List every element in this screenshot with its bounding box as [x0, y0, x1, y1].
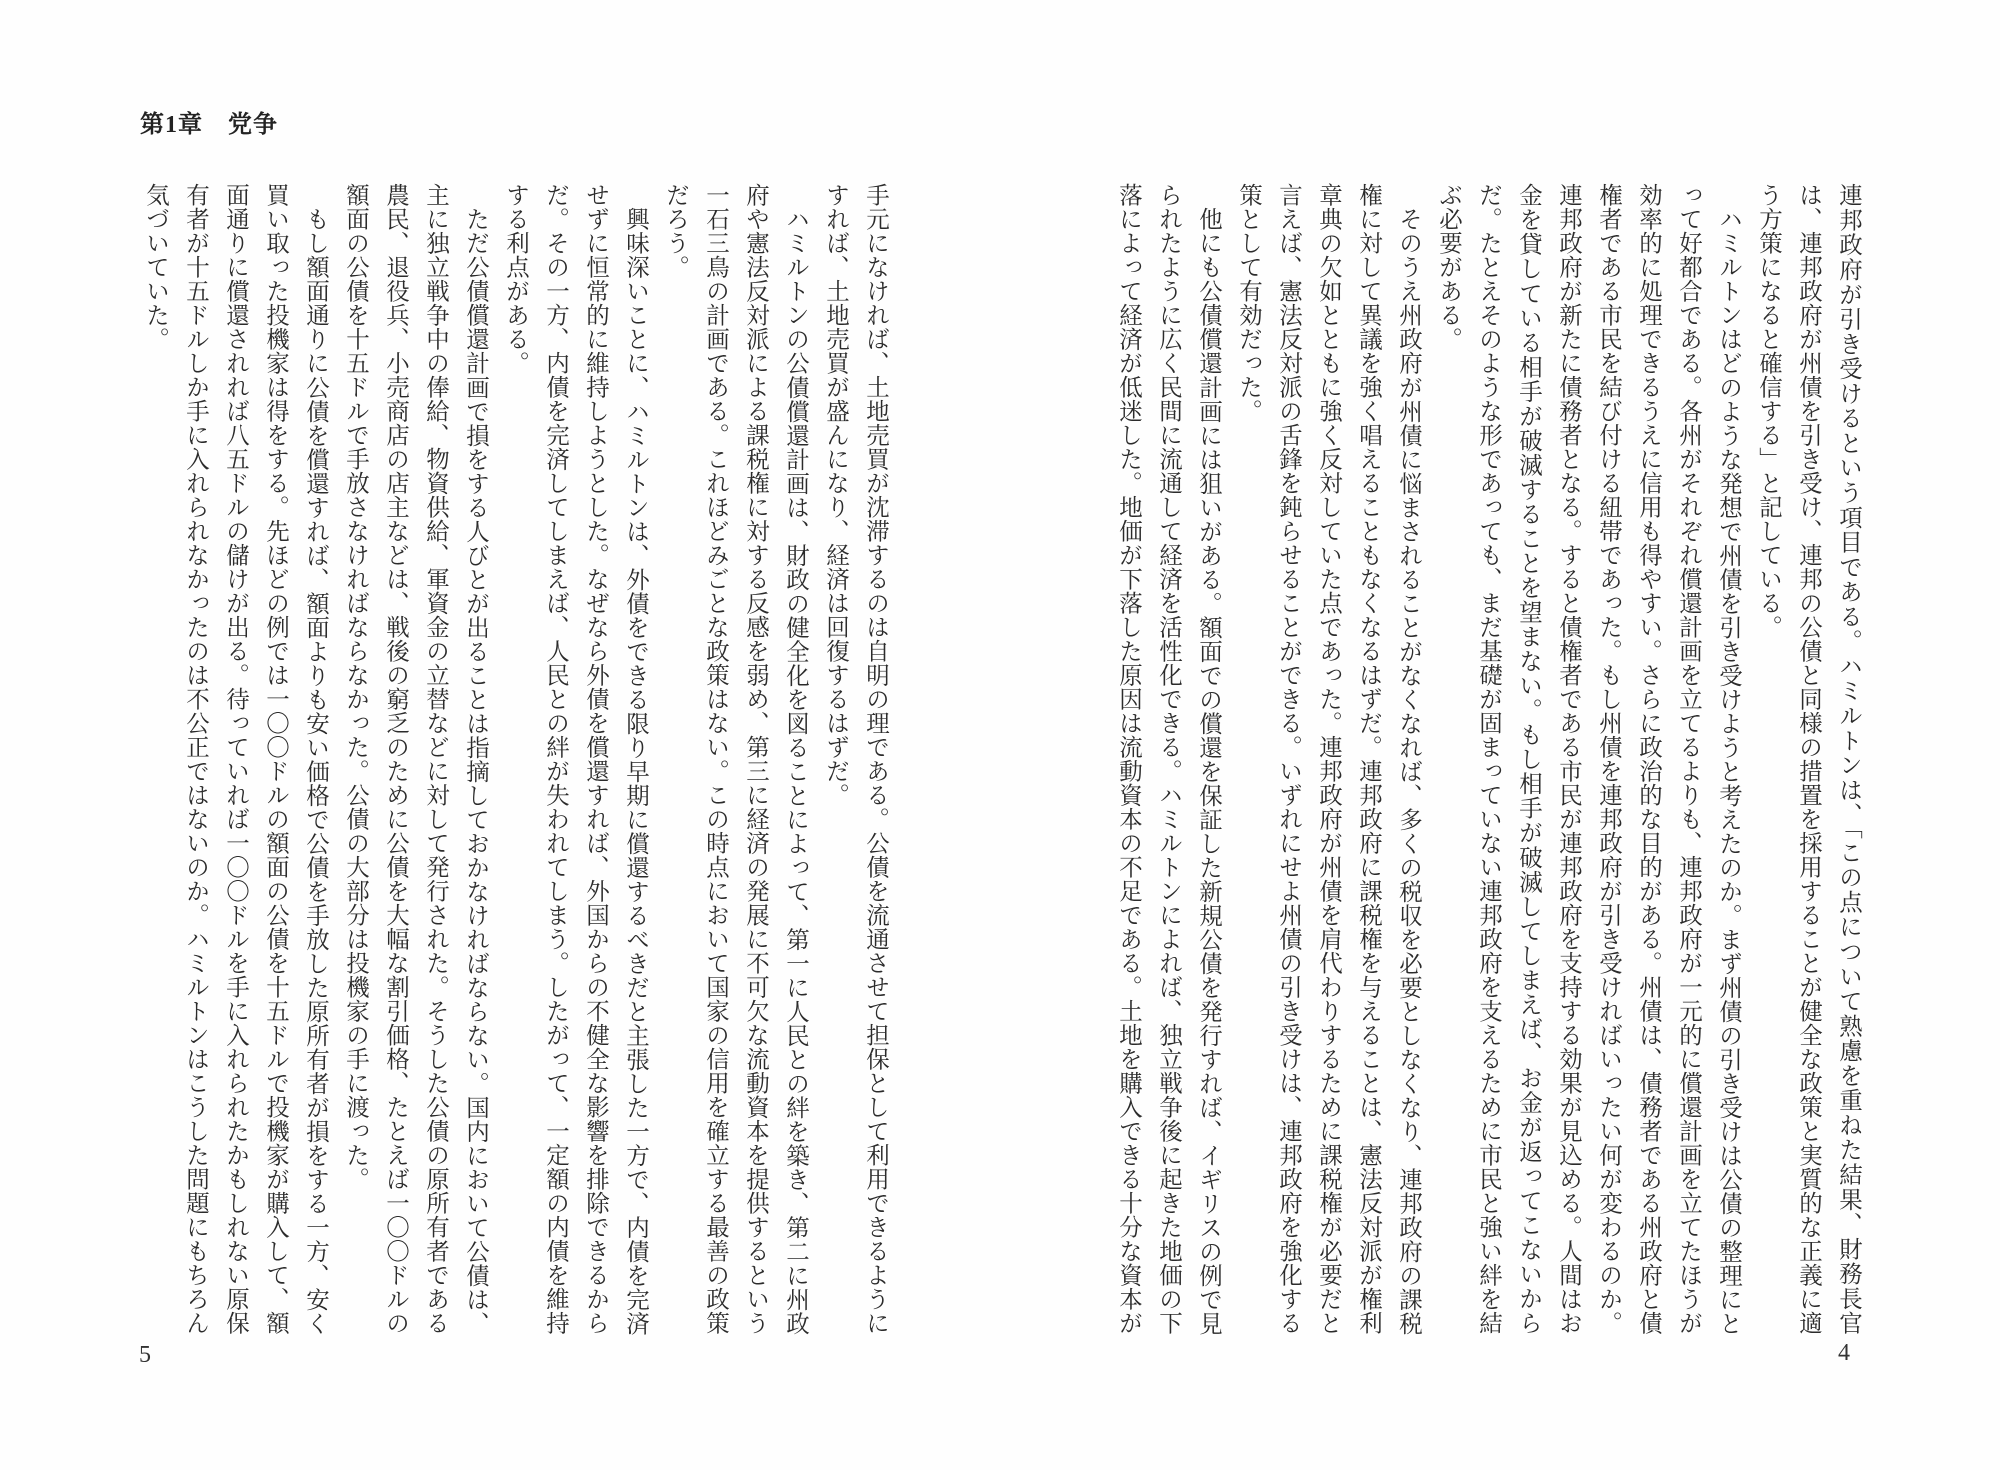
paragraph: 連邦政府が引き受けるという項目である。ハミルトンは、「この点について熟慮を重ねた結果、財務長官は、連邦政府が州債を引き受け、連邦の公債と同様の措置を採用することが健全な政策と実質的な正義に適う方策になると確信する」と記している。	[1755, 183, 1861, 1335]
page-right-text	[1108, 183, 1868, 1335]
page-number-right: 4	[1838, 1340, 1850, 1366]
paragraph: そのうえ州政府が州債に悩まされることがなくなれば、多くの税収を必要としなくなり、連邦政府の課税権に対して異議を強く唱えることもなくなるはずだ。連邦政府に課税権を与えることは、憲法反対派が権利章典の欠如とともに強く反対していた点であった。連邦政府が州債を肩代わりするために課税権が必要だと言えば、憲法反対派の舌鋒を鈍らせることができる。いずれにせよ州債の引き受けは、連邦政府を強化する策として有効だった。	[1235, 183, 1421, 1335]
paragraph: ハミルトンはどのような発想で州債を引き受けようと考えたのか。まず州債の引き受けは公債の整理にとって好都合である。各州がそれぞれ償還計画を立てるよりも、連邦政府が一元的に償還計画を立てたほうが効率的に処理できるうえに信用も得やすい。さらに政治的な目的がある。州債は、債務者である州政府と債権者である市民を結び付ける紐帯であった。もし州債を連邦政府が引き受ければいったい何が変わるのか。連邦政府が新たに債務者となる。すると債権者である市民が連邦政府を支持する効果が見込める。人間はお金を貸している相手が破滅することを望まない。もし相手が破滅してしまえば、お金が返ってこないからだ。たとえそのような形であっても、まだ基礎が固まっていない連邦政府を支えるために市民と強い絆を結ぶ必要がある。	[1435, 183, 1741, 1335]
paragraph: 興味深いことに、ハミルトンは、外債をできる限り早期に償還するべきだと主張した一方で、内債を完済せずに恒常的に維持しようとした。なぜなら外債を償還すれば、外国からの不健全な影響を排除できるからだ。その一方、内債を完済してしまえば、人民との絆が失われてしまう。したがって、一定額の内債を維持する利点がある。	[502, 183, 648, 1335]
paragraph: 手元になければ、土地売買が沈滞するのは自明の理である。公債を流通させて担保として利用できるようにすれば、土地売買が盛んになり、経済は回復するはずだ。	[822, 183, 888, 1335]
page-number-left: 5	[139, 1342, 151, 1368]
chapter-header: 第1章 党争	[140, 112, 278, 138]
page-left-text	[135, 183, 895, 1335]
paragraph: ただ公債償還計画で損をする人びとが出ることは指摘しておかなければならない。国内において公債は、主に独立戦争中の俸給、物資供給、軍資金の立替などに対して発行された。そうした公債の原所有者である農民、退役兵、小売商店の店主などは、戦後の窮乏のために公債を大幅な割引価格、たとえば一〇〇ドルの額面の公債を十五ドルで手放さなければならなかった。公債の大部分は投機家の手に渡った。	[342, 183, 488, 1335]
paragraph: もし額面通りに公債を償還すれば、額面よりも安い価格で公債を手放した原所有者が損をする一方、安く買い取った投機家は得をする。先ほどの例では一〇〇ドルの額面の公債を十五ドルで投機家が購入して、額面通りに償還されれば八五ドルの儲けが出る。待っていれば一〇〇ドルを手に入れられたかもしれない原保有者が十五ドルしか手に入れられなかったのは不公正ではないのか。ハミルトンはこうした問題にもちろん気づいていた。	[142, 183, 328, 1335]
paragraph: ハミルトンの公債償還計画は、財政の健全化を図ることによって、第一に人民との絆を築き、第二に州政府や憲法反対派による課税権に対する反感を弱め、第三に経済の発展に不可欠な流動資本を提供するという一石三鳥の計画である。これほどみごとな政策はない。この時点において国家の信用を確立する最善の政策だろう。	[662, 183, 808, 1335]
paragraph: 他にも公債償還計画には狙いがある。額面での償還を保証した新規公債を発行すれば、イギリスの例で見られたように広く民間に流通して経済を活性化できる。ハミルトンによれば、独立戦争後に起きた地価の下落によって経済が低迷した。地価が下落した原因は流動資本の不足である。土地を購入できる十分な資本が	[1115, 183, 1221, 1335]
